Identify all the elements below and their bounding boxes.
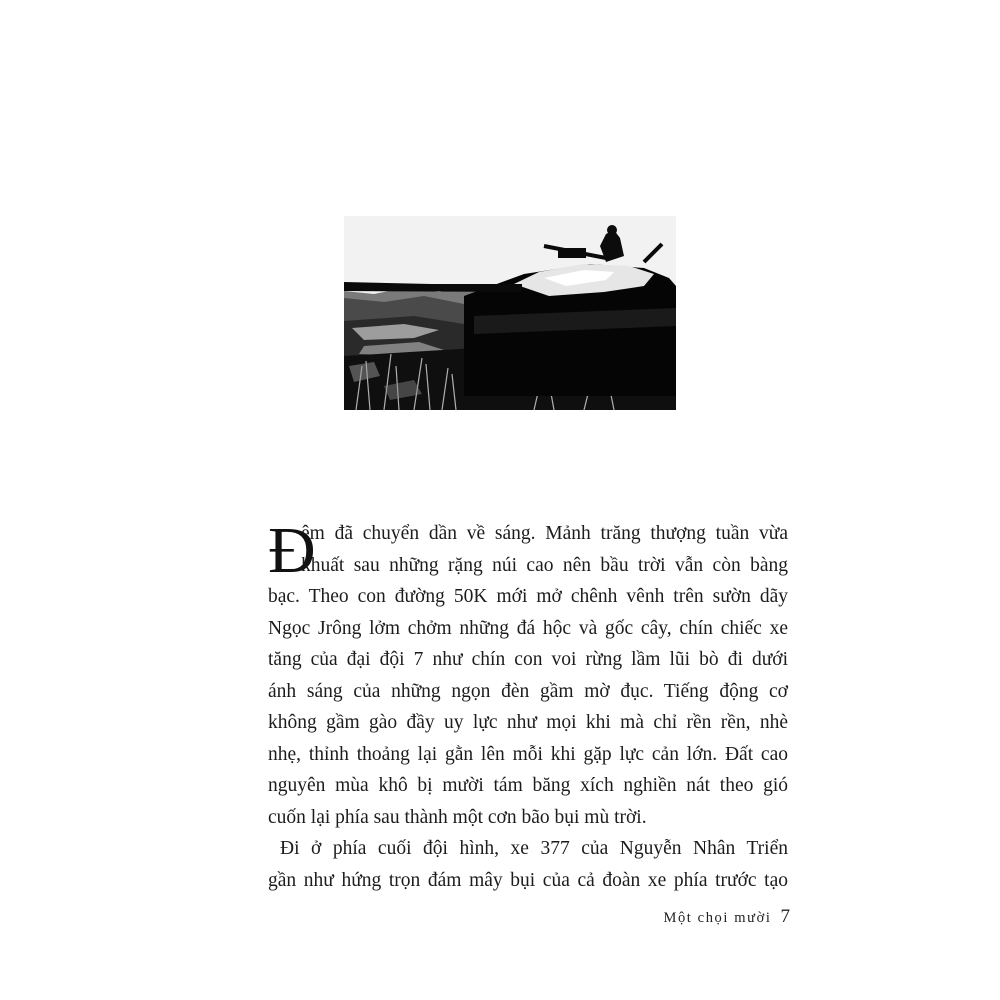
text-line: cuốn lại phía sau thành một cơn bão bụi mù trời. [268, 806, 647, 828]
page-footer [640, 906, 790, 928]
drop-cap: Đ [268, 514, 316, 587]
tank-photo-image [344, 216, 676, 410]
tank-photo [344, 216, 676, 410]
text-line: nguyên mùa khô bị mười tám băng xích nghiền nát theo gió [268, 775, 788, 796]
text-line: tăng của đại đội 7 như chín con voi rừng lầm lũi bò đi dưới [268, 649, 788, 670]
text-line: ánh sáng của những ngọn đèn gầm mờ đục. Tiếng động cơ [268, 680, 788, 702]
text-line: không gầm gào đầy uy lực như mọi khi mà chỉ rền rền, nhè [268, 712, 788, 733]
text-line: êm đã chuyển dần về sáng. Mảnh trăng thượng tuần vừa [301, 523, 788, 544]
page-number: 7 [780, 906, 790, 927]
text-line: nhẹ, thỉnh thoảng lại gằn lên mỗi khi gặp lực cản lớn. Đất cao [268, 743, 788, 765]
text-line: Ngọc Jrông lởm chởm những đá hộc và gốc cây, chín chiếc xe [268, 617, 788, 639]
text-line: Đi ở phía cuối đội hình, xe 377 của Nguyễn Nhân Triển [280, 838, 788, 859]
text-line: khuất sau những rặng núi cao nên bầu trời vẫn còn bàng [301, 554, 788, 576]
running-title: Một chọi mười [663, 910, 772, 926]
text-line: bạc. Theo con đường 50K mới mở chênh vênh trên sườn dãy [268, 586, 788, 607]
body-text [268, 514, 788, 896]
text-line: gần như hứng trọn đám mây bụi của cả đoàn xe phía trước tạo [268, 869, 788, 891]
